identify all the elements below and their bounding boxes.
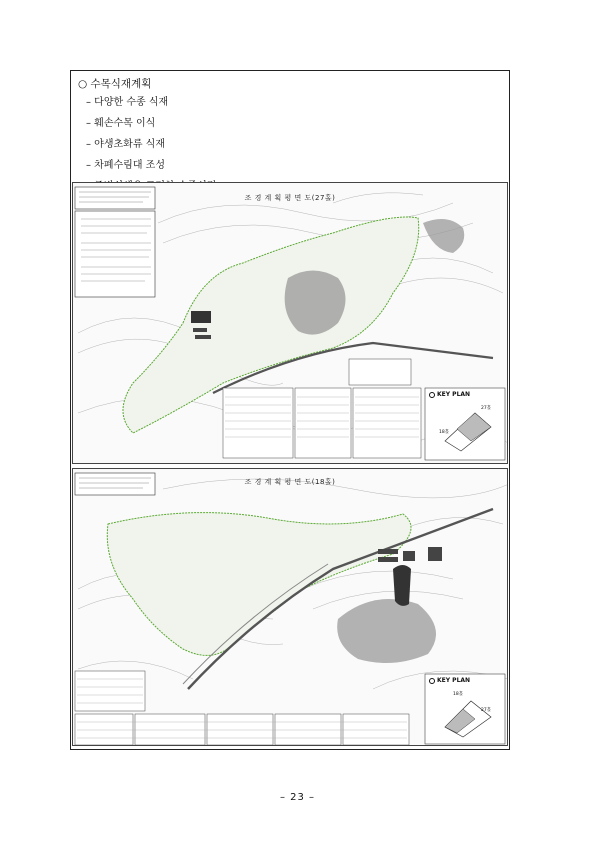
bullet-item: – 차폐수림대 조성: [86, 160, 165, 171]
bullet-item: – 야생초화류 식재: [86, 139, 165, 150]
page-number: – 23 –: [279, 792, 316, 803]
plan-title: 조 경 계 획 평 면 도(27홀): [244, 194, 336, 202]
key-plan-label: [429, 391, 470, 398]
key-plan-number: 18홀: [439, 430, 450, 435]
key-plan-number: 27홀: [481, 708, 492, 713]
plan-title: 조 경 계 획 평 면 도(18홀): [244, 478, 336, 486]
key-plan-label: [429, 677, 470, 684]
landscape-plan-27: [72, 182, 508, 464]
landscape-plan-18: [72, 468, 508, 746]
key-plan-number: 27홀: [481, 406, 492, 411]
bullet-item: – 다양한 수종 식재: [86, 97, 169, 108]
key-plan-number: 18홀: [453, 692, 464, 697]
bullet-item: – 훼손수목 이식: [86, 118, 156, 129]
key-plan-marker-icon: [429, 678, 435, 684]
site-plan-drawing: [73, 183, 508, 464]
section-title: ○ 수목식재계획: [78, 78, 152, 90]
site-plan-drawing: [73, 469, 508, 746]
key-plan-marker-icon: [429, 392, 435, 398]
key-plan-text: KEY PLAN: [437, 391, 471, 398]
key-plan-text: KEY PLAN: [437, 677, 471, 684]
